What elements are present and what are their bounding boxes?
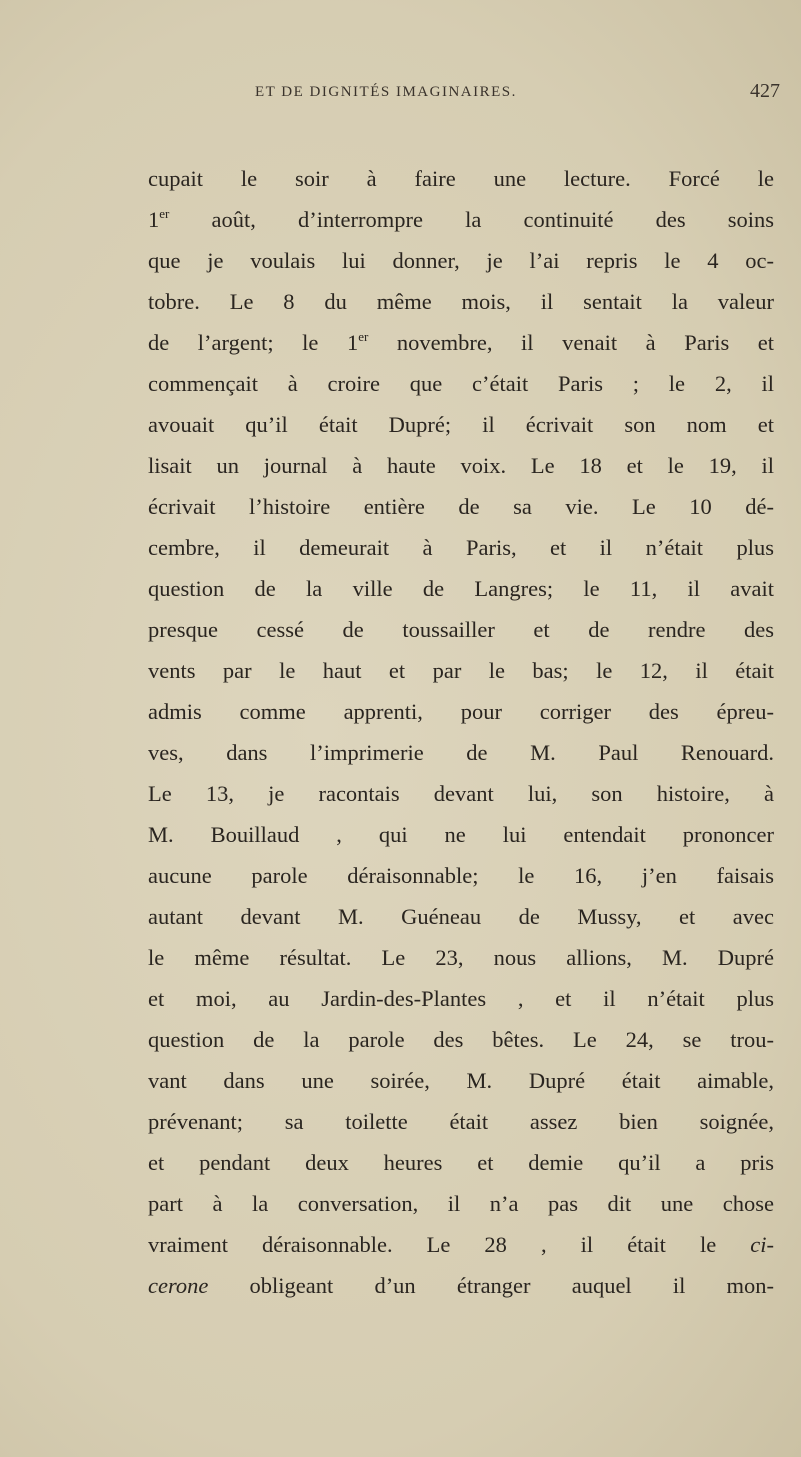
text-segment: novembre, il venait à Paris et (368, 330, 774, 355)
text-segment: vraiment déraisonnable. Le 28 , il était le (148, 1232, 751, 1257)
text-segment: vant dans une soirée, M. Dupré était aimable, (148, 1068, 774, 1093)
text-segment: et pendant deux heures et demie qu’il a pris (148, 1150, 774, 1175)
text-line (148, 937, 774, 978)
text-segment: lisait un journal à haute voix. Le 18 et le 19, il (148, 453, 774, 478)
text-segment: vents par le haut et par le bas; le 12, il était (148, 658, 774, 683)
text-segment: avouait qu’il était Dupré; il écrivait son nom et (148, 412, 774, 437)
text-segment: cembre, il demeurait à Paris, et il n’était plus (148, 535, 774, 560)
text-segment: autant devant M. Guéneau de Mussy, et avec (148, 904, 774, 929)
italic-text: cerone (148, 1273, 209, 1298)
text-segment: que je voulais lui donner, je l’ai repris le 4 oc- (148, 248, 774, 273)
text-line (148, 281, 774, 322)
text-line (148, 1019, 774, 1060)
text-segment: de l’argent; le 1 (148, 330, 359, 355)
text-segment: et moi, au Jardin-des-Plantes , et il n’était plus (148, 986, 774, 1011)
running-head: ET DE DIGNITÉS IMAGINAIRES. (255, 84, 517, 100)
text-segment: écrivait l’histoire entière de sa vie. Le 10 dé- (148, 494, 774, 519)
superscript: er (358, 329, 369, 344)
text-segment: 1 (148, 207, 160, 232)
text-segment: Le 13, je racontais devant lui, son histoire, à (148, 781, 774, 806)
text-segment: question de la ville de Langres; le 11, il avait (148, 576, 774, 601)
text-line (148, 814, 774, 855)
text-line (148, 322, 774, 363)
text-segment: ves, dans l’imprimerie de M. Paul Renouard. (148, 740, 774, 765)
text-line (148, 568, 774, 609)
superscript: er (159, 206, 170, 221)
page-number: 427 (750, 80, 780, 102)
text-segment: part à la conversation, il n’a pas dit une chose (148, 1191, 774, 1216)
text-segment: aucune parole déraisonnable; le 16, j’en faisais (148, 863, 774, 888)
text-segment: admis comme apprenti, pour corriger des épreu- (148, 699, 774, 724)
text-segment: presque cessé de toussailler et de rendre des (148, 617, 774, 642)
text-segment: cupait le soir à faire une lecture. Forcé le (148, 166, 774, 191)
text-segment: question de la parole des bêtes. Le 24, se trou- (148, 1027, 774, 1052)
text-line (148, 527, 774, 568)
text-segment: obligeant d’un étranger auquel il mon- (208, 1273, 774, 1298)
text-line (148, 732, 774, 773)
text-line (148, 609, 774, 650)
text-line (148, 978, 774, 1019)
text-line (148, 486, 774, 527)
text-segment: août, d’interrompre la continuité des soins (169, 207, 774, 232)
text-segment: prévenant; sa toilette était assez bien soignée, (148, 1109, 774, 1134)
text-line (148, 1183, 774, 1224)
italic-text: ci- (750, 1232, 774, 1257)
text-line (148, 199, 774, 240)
text-line (148, 1142, 774, 1183)
text-line (148, 1265, 774, 1306)
text-line (148, 855, 774, 896)
text-line (148, 445, 774, 486)
text-line (148, 1101, 774, 1142)
text-segment: commençait à croire que c’était Paris ; le 2, il (148, 371, 774, 396)
text-line (148, 158, 774, 199)
text-segment: le même résultat. Le 23, nous allions, M. Dupré (148, 945, 774, 970)
text-line (148, 1060, 774, 1101)
text-line (148, 240, 774, 281)
text-segment: tobre. Le 8 du même mois, il sentait la valeur (148, 289, 774, 314)
text-line (148, 773, 774, 814)
text-line (148, 363, 774, 404)
text-line (148, 404, 774, 445)
text-segment: M. Bouillaud , qui ne lui entendait prononcer (148, 822, 774, 847)
text-line (148, 650, 774, 691)
text-line (148, 691, 774, 732)
text-line (148, 1224, 774, 1265)
text-line (148, 896, 774, 937)
body-text (148, 158, 774, 1306)
